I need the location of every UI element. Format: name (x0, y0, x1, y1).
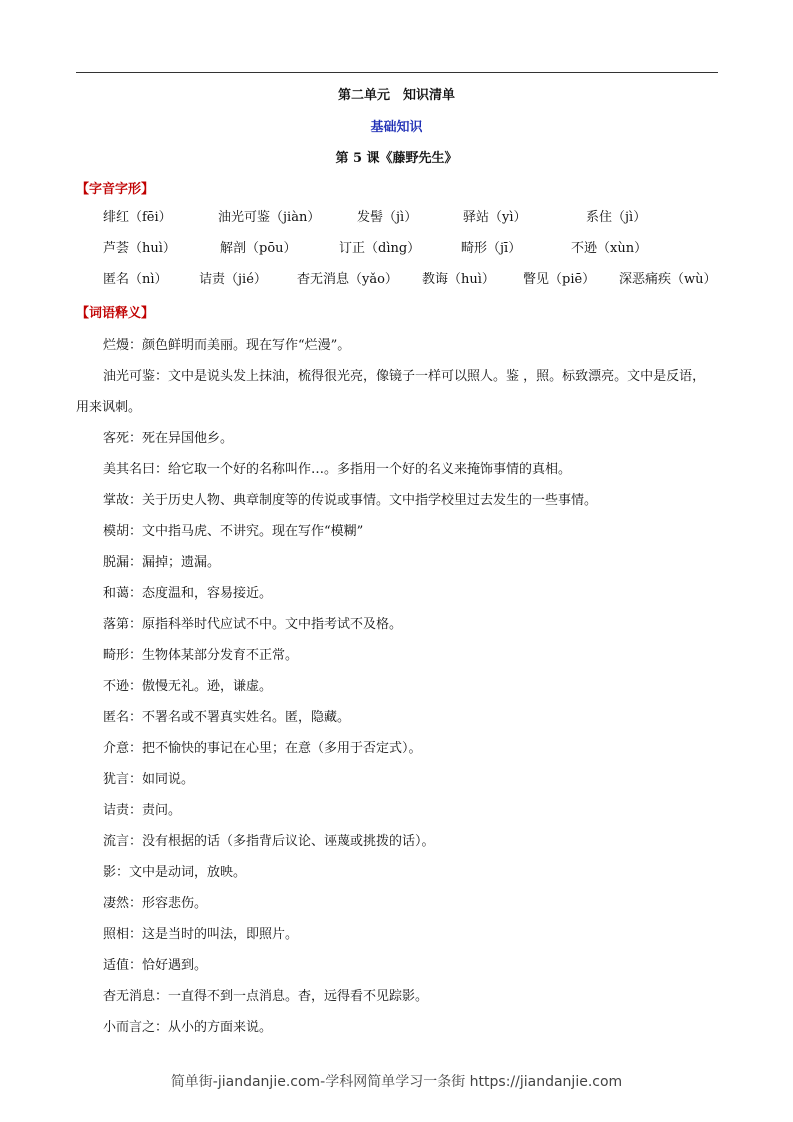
definition-item: 不逊：傲慢无礼。逊，谦虚。 (103, 679, 273, 694)
char-entry: 诘责（jié） (199, 272, 267, 287)
char-entry: 教诲（huì） (422, 272, 495, 287)
definition-item: 美其名曰：给它取一个好的名称叫作…。多指用一个好的名义来掩饰事情的真相。 (103, 462, 572, 477)
definition-item: 烂熳：颜色鲜明而美丽。现在写作“烂漫”。 (103, 338, 351, 353)
char-row-3 (0, 268, 793, 288)
footer-watermark: 简单街-jiandanjie.com-学科网简单学习一条街 https://jiandanjie.com (170, 1074, 623, 1090)
definition-list (76, 330, 718, 1043)
char-entry: 杳无消息（yǎo） (297, 272, 398, 287)
definition-item: 照相：这是当时的叫法，即照片。 (103, 927, 299, 942)
char-entry: 绯红（fēi） (103, 210, 172, 225)
definition-item: 掌故：关于历史人物、典章制度等的传说或事情。文中指学校里过去发生的一些事情。 (103, 493, 598, 508)
char-entry: 瞥见（piē） (523, 272, 596, 287)
definition-item: 小而言之：从小的方面来说。 (103, 1020, 273, 1035)
char-entry: 系住（jì） (586, 210, 647, 225)
definition-item: 匿名：不署名或不署真实姓名。匿，隐藏。 (103, 710, 351, 725)
definition-item: 凄然：形容悲伤。 (103, 896, 208, 911)
definition-item: 和蔼：态度温和，容易接近。 (103, 586, 273, 601)
definition-item: 介意：把不愉快的事记在心里；在意（多用于否定式）。 (103, 741, 422, 756)
definition-item: 影：文中是动词，放映。 (103, 865, 247, 880)
definition-item: 杳无消息：一直得不到一点消息。杳，远得看不见踪影。 (103, 989, 429, 1004)
definition-item: 油光可鉴：文中是说头发上抹油，梳得很光亮，像镜子一样可以照人。鉴 ，照。标致漂亮。文中是反语，用来讽刺。 (76, 369, 706, 415)
definition-item: 客死：死在异国他乡。 (103, 431, 234, 446)
char-entry: 解剖（pōu） (220, 241, 297, 256)
definition-item: 畸形：生物体某部分发育不正常。 (103, 648, 299, 663)
char-entry: 深恶痛疾（wù） (619, 272, 717, 287)
definition-item: 诘责：责问。 (103, 803, 182, 818)
char-entry: 驿站（yì） (463, 210, 527, 225)
char-entry: 畸形（jī） (461, 241, 522, 256)
definition-item: 脱漏：漏掉；遗漏。 (103, 555, 221, 570)
definition-item: 落第：原指科举时代应试不中。文中指考试不及格。 (103, 617, 403, 632)
char-entry: 不逊（xùn） (571, 241, 648, 256)
unit-title: 第二单元 知识清单 (337, 88, 455, 103)
char-entry: 芦荟（huì） (103, 241, 176, 256)
definition-item: 流言：没有根据的话（多指背后议论、诬蔑或挑拨的话）。 (103, 834, 435, 849)
char-row-1 (0, 206, 793, 226)
char-entry: 订正（dìng） (339, 241, 421, 256)
definition-item: 模胡：文中指马虎、不讲究。现在写作“模糊” (103, 524, 364, 539)
top-rule (76, 72, 718, 73)
definition-item: 犹言：如同说。 (103, 772, 195, 787)
sounds-heading: 【字音字形】 (76, 182, 155, 197)
definition-item: 适值：恰好遇到。 (103, 958, 208, 973)
char-entry: 发髻（jì） (357, 210, 418, 225)
words-heading: 【词语释义】 (76, 306, 155, 321)
char-entry: 油光可鉴（jiàn） (218, 210, 321, 225)
lesson-title: 第 5 课《藤野先生》 (335, 151, 458, 166)
section-title: 基础知识 (370, 120, 423, 135)
char-row-2 (0, 237, 793, 257)
char-entry: 匿名（nì） (103, 272, 168, 287)
